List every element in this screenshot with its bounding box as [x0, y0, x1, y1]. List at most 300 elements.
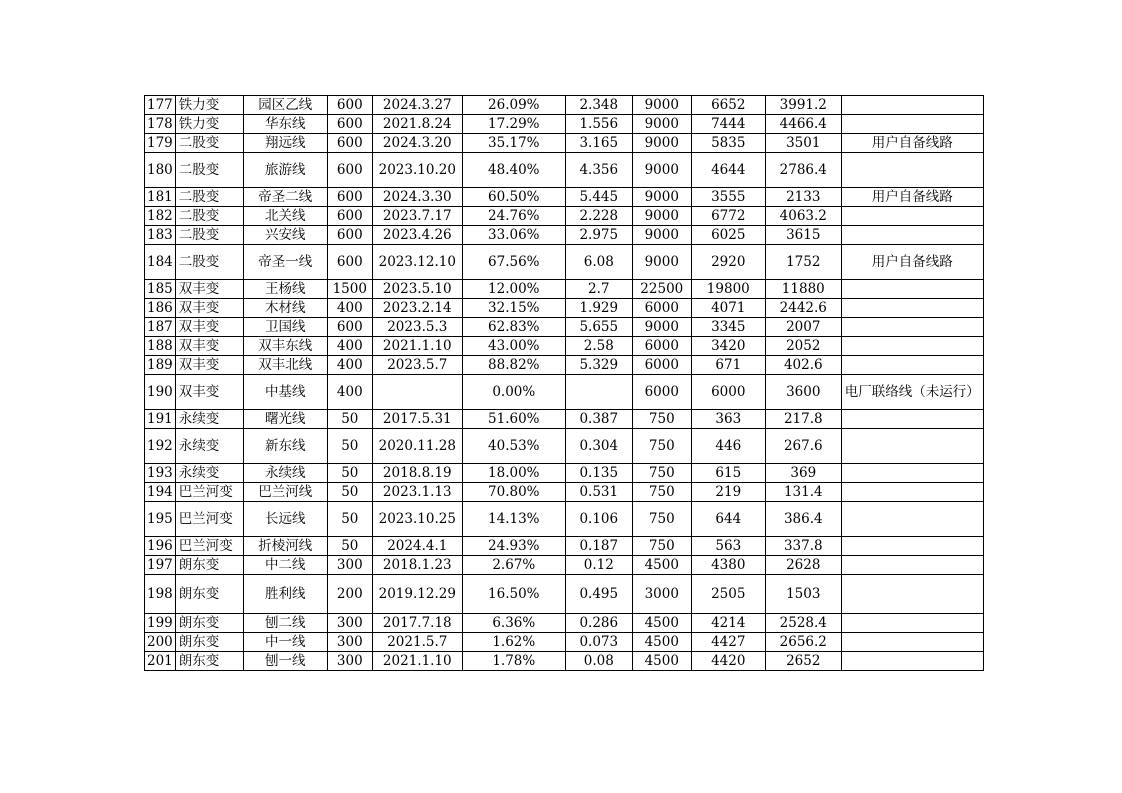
line-name-cell: 帝圣二线: [243, 188, 327, 207]
date-cell: 2021.1.10: [372, 652, 462, 671]
available-capacity-cell: 4420: [691, 652, 765, 671]
date-cell: 2023.5.7: [372, 356, 462, 375]
margin-cell: 2628: [765, 556, 841, 575]
row-number-cell: 200: [145, 633, 176, 652]
note-cell: [841, 429, 983, 464]
load-cell: 1.929: [565, 299, 632, 318]
margin-cell: 2133: [765, 188, 841, 207]
date-cell: 2023.1.13: [372, 483, 462, 502]
note-cell: [841, 356, 983, 375]
available-capacity-cell: 3345: [691, 318, 765, 337]
total-capacity-cell: 9000: [632, 96, 691, 115]
capacity-cell: 600: [327, 115, 372, 134]
substation-cell: 二股变: [175, 134, 243, 153]
table-row: [145, 375, 984, 410]
table-row: [145, 299, 984, 318]
substation-cell: 铁力变: [175, 115, 243, 134]
line-name-cell: 园区乙线: [243, 96, 327, 115]
date-cell: 2017.5.31: [372, 410, 462, 429]
margin-cell: 3501: [765, 134, 841, 153]
capacity-cell: 200: [327, 575, 372, 614]
line-name-cell: 翔远线: [243, 134, 327, 153]
load-cell: 2.975: [565, 226, 632, 245]
note-cell: [841, 633, 983, 652]
available-capacity-cell: 7444: [691, 115, 765, 134]
line-name-cell: 帝圣一线: [243, 245, 327, 280]
total-capacity-cell: 4500: [632, 614, 691, 633]
table-row: [145, 633, 984, 652]
total-capacity-cell: 750: [632, 537, 691, 556]
load-cell: 0.187: [565, 537, 632, 556]
total-capacity-cell: 9000: [632, 226, 691, 245]
margin-cell: 2652: [765, 652, 841, 671]
row-number-cell: 182: [145, 207, 176, 226]
load-rate-cell: 18.00%: [462, 464, 565, 483]
substation-cell: 巴兰河变: [175, 483, 243, 502]
row-number-cell: 185: [145, 280, 176, 299]
line-name-cell: 巴兰河线: [243, 483, 327, 502]
load-cell: 0.304: [565, 429, 632, 464]
load-cell: 0.387: [565, 410, 632, 429]
total-capacity-cell: 22500: [632, 280, 691, 299]
date-cell: 2021.8.24: [372, 115, 462, 134]
row-number-cell: 186: [145, 299, 176, 318]
margin-cell: 4466.4: [765, 115, 841, 134]
available-capacity-cell: 615: [691, 464, 765, 483]
available-capacity-cell: 671: [691, 356, 765, 375]
note-cell: 用户自备线路: [841, 188, 983, 207]
date-cell: 2023.12.10: [372, 245, 462, 280]
capacity-cell: 400: [327, 375, 372, 410]
margin-cell: 131.4: [765, 483, 841, 502]
total-capacity-cell: 750: [632, 410, 691, 429]
note-cell: [841, 318, 983, 337]
date-cell: 2018.8.19: [372, 464, 462, 483]
load-rate-cell: 16.50%: [462, 575, 565, 614]
line-name-cell: 木材线: [243, 299, 327, 318]
capacity-cell: 1500: [327, 280, 372, 299]
date-cell: 2017.7.18: [372, 614, 462, 633]
date-cell: 2024.3.20: [372, 134, 462, 153]
note-cell: [841, 652, 983, 671]
date-cell: 2023.10.20: [372, 153, 462, 188]
total-capacity-cell: 4500: [632, 633, 691, 652]
capacity-cell: 50: [327, 410, 372, 429]
load-cell: 6.08: [565, 245, 632, 280]
load-cell: 5.655: [565, 318, 632, 337]
total-capacity-cell: 750: [632, 464, 691, 483]
total-capacity-cell: 4500: [632, 652, 691, 671]
table-row: [145, 207, 984, 226]
capacity-cell: 600: [327, 318, 372, 337]
note-cell: [841, 299, 983, 318]
note-cell: [841, 614, 983, 633]
note-cell: [841, 410, 983, 429]
row-number-cell: 184: [145, 245, 176, 280]
substation-cell: 巴兰河变: [175, 537, 243, 556]
row-number-cell: 195: [145, 502, 176, 537]
note-cell: [841, 575, 983, 614]
available-capacity-cell: 563: [691, 537, 765, 556]
substation-cell: 双丰变: [175, 375, 243, 410]
available-capacity-cell: 6025: [691, 226, 765, 245]
total-capacity-cell: 6000: [632, 356, 691, 375]
load-cell: 5.329: [565, 356, 632, 375]
available-capacity-cell: 6000: [691, 375, 765, 410]
row-number-cell: 190: [145, 375, 176, 410]
table-row: [145, 188, 984, 207]
date-cell: 2024.3.30: [372, 188, 462, 207]
load-rate-cell: 48.40%: [462, 153, 565, 188]
row-number-cell: 199: [145, 614, 176, 633]
margin-cell: 1752: [765, 245, 841, 280]
total-capacity-cell: 4500: [632, 556, 691, 575]
margin-cell: 369: [765, 464, 841, 483]
substation-line-table: [144, 95, 984, 671]
table-row: [145, 575, 984, 614]
available-capacity-cell: 2505: [691, 575, 765, 614]
available-capacity-cell: 4214: [691, 614, 765, 633]
capacity-cell: 600: [327, 96, 372, 115]
table-row: [145, 153, 984, 188]
table-row: [145, 556, 984, 575]
capacity-cell: 50: [327, 464, 372, 483]
note-cell: [841, 537, 983, 556]
margin-cell: 267.6: [765, 429, 841, 464]
line-name-cell: 兴安线: [243, 226, 327, 245]
date-cell: 2021.1.10: [372, 337, 462, 356]
row-number-cell: 196: [145, 537, 176, 556]
total-capacity-cell: 9000: [632, 245, 691, 280]
margin-cell: 2052: [765, 337, 841, 356]
margin-cell: 3615: [765, 226, 841, 245]
date-cell: 2018.1.23: [372, 556, 462, 575]
date-cell: 2023.7.17: [372, 207, 462, 226]
date-cell: 2019.12.29: [372, 575, 462, 614]
substation-cell: 二股变: [175, 245, 243, 280]
substation-cell: 巴兰河变: [175, 502, 243, 537]
substation-cell: 永续变: [175, 429, 243, 464]
note-cell: [841, 96, 983, 115]
date-cell: 2023.2.14: [372, 299, 462, 318]
capacity-cell: 600: [327, 134, 372, 153]
table-row: [145, 483, 984, 502]
capacity-cell: 300: [327, 614, 372, 633]
substation-cell: 二股变: [175, 207, 243, 226]
capacity-cell: 400: [327, 337, 372, 356]
load-rate-cell: 67.56%: [462, 245, 565, 280]
capacity-cell: 600: [327, 153, 372, 188]
load-rate-cell: 0.00%: [462, 375, 565, 410]
table-row: [145, 614, 984, 633]
load-cell: 0.135: [565, 464, 632, 483]
load-cell: 4.356: [565, 153, 632, 188]
load-cell: 0.073: [565, 633, 632, 652]
capacity-cell: 50: [327, 429, 372, 464]
table-row: [145, 356, 984, 375]
load-rate-cell: 33.06%: [462, 226, 565, 245]
table-body: [145, 96, 984, 671]
line-name-cell: 曙光线: [243, 410, 327, 429]
substation-cell: 二股变: [175, 153, 243, 188]
available-capacity-cell: 6652: [691, 96, 765, 115]
capacity-cell: 600: [327, 207, 372, 226]
capacity-cell: 600: [327, 226, 372, 245]
table-row: [145, 280, 984, 299]
line-name-cell: 长远线: [243, 502, 327, 537]
line-name-cell: 双丰东线: [243, 337, 327, 356]
line-name-cell: 中一线: [243, 633, 327, 652]
load-cell: 3.165: [565, 134, 632, 153]
capacity-cell: 50: [327, 483, 372, 502]
total-capacity-cell: 3000: [632, 575, 691, 614]
capacity-cell: 50: [327, 502, 372, 537]
date-cell: 2024.3.27: [372, 96, 462, 115]
row-number-cell: 187: [145, 318, 176, 337]
date-cell: 2024.4.1: [372, 537, 462, 556]
available-capacity-cell: 446: [691, 429, 765, 464]
load-cell: 0.286: [565, 614, 632, 633]
load-cell: 1.556: [565, 115, 632, 134]
margin-cell: 2442.6: [765, 299, 841, 318]
row-number-cell: 183: [145, 226, 176, 245]
line-name-cell: 旅游线: [243, 153, 327, 188]
load-rate-cell: 24.76%: [462, 207, 565, 226]
capacity-cell: 400: [327, 356, 372, 375]
available-capacity-cell: 4644: [691, 153, 765, 188]
row-number-cell: 194: [145, 483, 176, 502]
table-row: [145, 410, 984, 429]
line-name-cell: 华东线: [243, 115, 327, 134]
substation-cell: 朗东变: [175, 556, 243, 575]
load-rate-cell: 60.50%: [462, 188, 565, 207]
total-capacity-cell: 6000: [632, 299, 691, 318]
row-number-cell: 201: [145, 652, 176, 671]
load-rate-cell: 40.53%: [462, 429, 565, 464]
line-name-cell: 北关线: [243, 207, 327, 226]
date-cell: 2023.5.10: [372, 280, 462, 299]
line-name-cell: 王杨线: [243, 280, 327, 299]
margin-cell: 2786.4: [765, 153, 841, 188]
substation-cell: 双丰变: [175, 356, 243, 375]
note-cell: 电厂联络线（未运行）: [841, 375, 983, 410]
load-rate-cell: 32.15%: [462, 299, 565, 318]
margin-cell: 2528.4: [765, 614, 841, 633]
substation-cell: 二股变: [175, 188, 243, 207]
load-rate-cell: 26.09%: [462, 96, 565, 115]
table-row: [145, 652, 984, 671]
available-capacity-cell: 3420: [691, 337, 765, 356]
substation-cell: 双丰变: [175, 337, 243, 356]
available-capacity-cell: 2920: [691, 245, 765, 280]
table-row: [145, 226, 984, 245]
load-cell: 2.58: [565, 337, 632, 356]
date-cell: [372, 375, 462, 410]
load-rate-cell: 51.60%: [462, 410, 565, 429]
total-capacity-cell: 9000: [632, 115, 691, 134]
row-number-cell: 188: [145, 337, 176, 356]
load-cell: 2.7: [565, 280, 632, 299]
capacity-cell: 300: [327, 633, 372, 652]
row-number-cell: 193: [145, 464, 176, 483]
load-cell: 2.228: [565, 207, 632, 226]
total-capacity-cell: 6000: [632, 375, 691, 410]
table-row: [145, 318, 984, 337]
load-rate-cell: 6.36%: [462, 614, 565, 633]
date-cell: 2021.5.7: [372, 633, 462, 652]
available-capacity-cell: 363: [691, 410, 765, 429]
note-cell: [841, 280, 983, 299]
margin-cell: 402.6: [765, 356, 841, 375]
load-rate-cell: 70.80%: [462, 483, 565, 502]
load-rate-cell: 88.82%: [462, 356, 565, 375]
row-number-cell: 177: [145, 96, 176, 115]
margin-cell: 3600: [765, 375, 841, 410]
substation-cell: 双丰变: [175, 299, 243, 318]
row-number-cell: 178: [145, 115, 176, 134]
table-row: [145, 337, 984, 356]
row-number-cell: 180: [145, 153, 176, 188]
load-rate-cell: 1.62%: [462, 633, 565, 652]
table-row: [145, 115, 984, 134]
total-capacity-cell: 9000: [632, 188, 691, 207]
margin-cell: 386.4: [765, 502, 841, 537]
line-name-cell: 中基线: [243, 375, 327, 410]
row-number-cell: 189: [145, 356, 176, 375]
row-number-cell: 191: [145, 410, 176, 429]
line-name-cell: 刨二线: [243, 614, 327, 633]
load-rate-cell: 24.93%: [462, 537, 565, 556]
table-row: [145, 464, 984, 483]
margin-cell: 2007: [765, 318, 841, 337]
margin-cell: 1503: [765, 575, 841, 614]
note-cell: [841, 556, 983, 575]
table-row: [145, 96, 984, 115]
load-rate-cell: 43.00%: [462, 337, 565, 356]
available-capacity-cell: 6772: [691, 207, 765, 226]
margin-cell: 2656.2: [765, 633, 841, 652]
available-capacity-cell: 4380: [691, 556, 765, 575]
note-cell: [841, 483, 983, 502]
row-number-cell: 192: [145, 429, 176, 464]
total-capacity-cell: 750: [632, 429, 691, 464]
date-cell: 2023.5.3: [372, 318, 462, 337]
note-cell: [841, 337, 983, 356]
load-cell: [565, 375, 632, 410]
capacity-cell: 400: [327, 299, 372, 318]
capacity-cell: 600: [327, 245, 372, 280]
substation-cell: 双丰变: [175, 280, 243, 299]
substation-cell: 朗东变: [175, 575, 243, 614]
row-number-cell: 179: [145, 134, 176, 153]
table-row: [145, 537, 984, 556]
available-capacity-cell: 219: [691, 483, 765, 502]
date-cell: 2023.10.25: [372, 502, 462, 537]
substation-cell: 朗东变: [175, 652, 243, 671]
table-row: [145, 134, 984, 153]
line-name-cell: 双丰北线: [243, 356, 327, 375]
note-cell: 用户自备线路: [841, 134, 983, 153]
available-capacity-cell: 4427: [691, 633, 765, 652]
substation-cell: 朗东变: [175, 614, 243, 633]
substation-cell: 永续变: [175, 464, 243, 483]
available-capacity-cell: 5835: [691, 134, 765, 153]
capacity-cell: 600: [327, 188, 372, 207]
table-row: [145, 429, 984, 464]
total-capacity-cell: 9000: [632, 153, 691, 188]
line-name-cell: 折棱河线: [243, 537, 327, 556]
capacity-cell: 50: [327, 537, 372, 556]
margin-cell: 3991.2: [765, 96, 841, 115]
load-cell: 5.445: [565, 188, 632, 207]
load-rate-cell: 35.17%: [462, 134, 565, 153]
available-capacity-cell: 19800: [691, 280, 765, 299]
margin-cell: 337.8: [765, 537, 841, 556]
margin-cell: 4063.2: [765, 207, 841, 226]
row-number-cell: 181: [145, 188, 176, 207]
load-cell: 0.106: [565, 502, 632, 537]
row-number-cell: 197: [145, 556, 176, 575]
margin-cell: 217.8: [765, 410, 841, 429]
total-capacity-cell: 750: [632, 502, 691, 537]
load-rate-cell: 14.13%: [462, 502, 565, 537]
load-rate-cell: 2.67%: [462, 556, 565, 575]
total-capacity-cell: 750: [632, 483, 691, 502]
row-number-cell: 198: [145, 575, 176, 614]
note-cell: [841, 464, 983, 483]
load-cell: 0.12: [565, 556, 632, 575]
substation-cell: 朗东变: [175, 633, 243, 652]
substation-cell: 二股变: [175, 226, 243, 245]
note-cell: [841, 226, 983, 245]
load-rate-cell: 12.00%: [462, 280, 565, 299]
load-cell: 0.08: [565, 652, 632, 671]
capacity-cell: 300: [327, 652, 372, 671]
note-cell: [841, 115, 983, 134]
note-cell: [841, 153, 983, 188]
total-capacity-cell: 9000: [632, 207, 691, 226]
substation-cell: 铁力变: [175, 96, 243, 115]
total-capacity-cell: 9000: [632, 318, 691, 337]
capacity-cell: 300: [327, 556, 372, 575]
table-row: [145, 245, 984, 280]
load-rate-cell: 62.83%: [462, 318, 565, 337]
substation-cell: 双丰变: [175, 318, 243, 337]
total-capacity-cell: 6000: [632, 337, 691, 356]
line-name-cell: 永续线: [243, 464, 327, 483]
load-cell: 0.531: [565, 483, 632, 502]
substation-cell: 永续变: [175, 410, 243, 429]
line-name-cell: 刨一线: [243, 652, 327, 671]
load-cell: 2.348: [565, 96, 632, 115]
note-cell: [841, 207, 983, 226]
available-capacity-cell: 644: [691, 502, 765, 537]
load-rate-cell: 1.78%: [462, 652, 565, 671]
load-rate-cell: 17.29%: [462, 115, 565, 134]
note-cell: 用户自备线路: [841, 245, 983, 280]
date-cell: 2023.4.26: [372, 226, 462, 245]
total-capacity-cell: 9000: [632, 134, 691, 153]
date-cell: 2020.11.28: [372, 429, 462, 464]
available-capacity-cell: 3555: [691, 188, 765, 207]
table-row: [145, 502, 984, 537]
load-cell: 0.495: [565, 575, 632, 614]
line-name-cell: 卫国线: [243, 318, 327, 337]
line-name-cell: 胜利线: [243, 575, 327, 614]
available-capacity-cell: 4071: [691, 299, 765, 318]
margin-cell: 11880: [765, 280, 841, 299]
note-cell: [841, 502, 983, 537]
